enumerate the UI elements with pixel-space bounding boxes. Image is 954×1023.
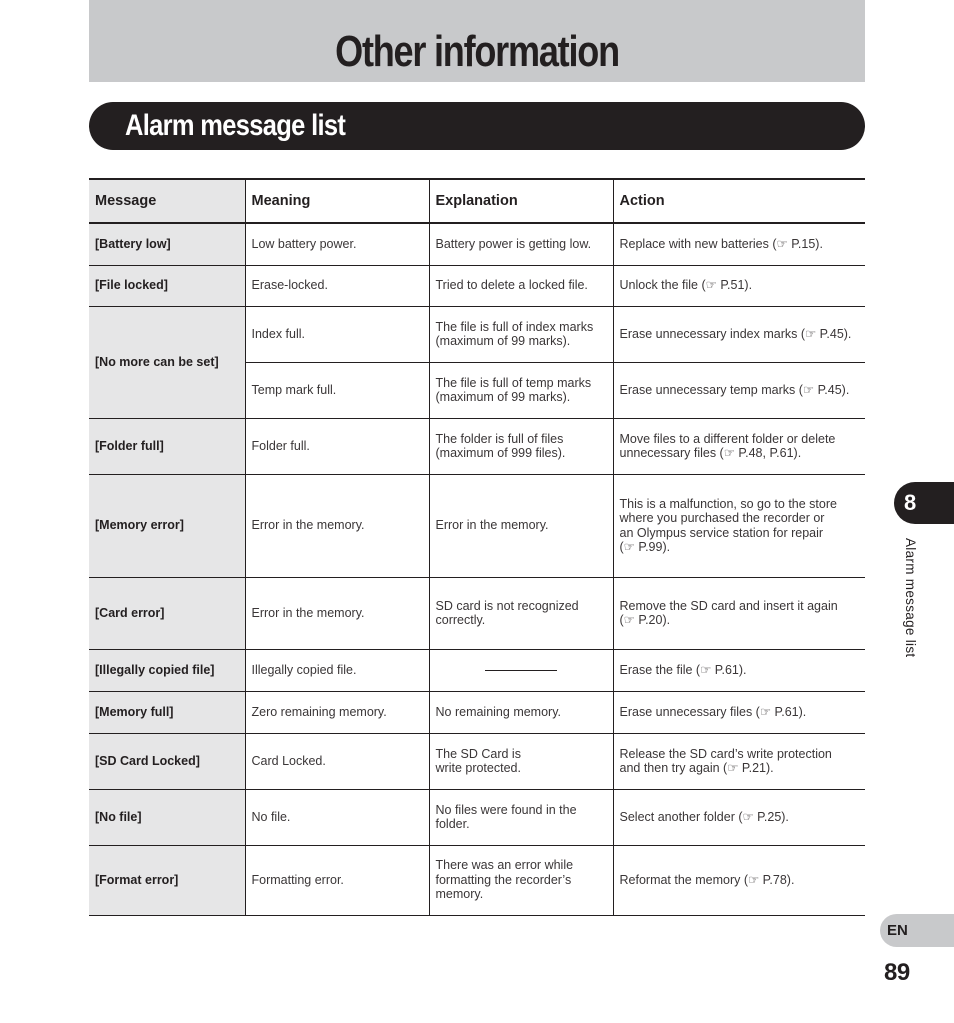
action-cell: Erase unnecessary files (☞ P.61). [613,691,865,733]
message-cell [89,649,245,691]
message-cell [89,691,245,733]
table-row [89,577,865,649]
message-cell [89,474,245,577]
language-tab [880,914,954,947]
action-cell: Move files to a different folder or delete unnecessary files (☞ P.48, P.61). [613,418,865,474]
table-row [89,265,865,306]
message-text: [Format error] [95,872,179,887]
table-row [89,649,865,691]
action-cell: Reformat the memory (☞ P.78). [613,845,865,915]
action-cell: Erase unnecessary temp marks (☞ P.45). [613,362,865,418]
message-cell [89,265,245,306]
explanation-cell: The file is full of temp marks (maximum of 99 marks). [429,362,613,418]
explanation-cell: The SD Card is write protected. [429,733,613,789]
message-text: [File locked] [95,278,168,293]
meaning-cell: Error in the memory. [245,474,429,577]
action-cell: This is a malfunction, so go to the store where you purchased the recorder or an Olympus service station for repair (☞ P.99). [613,474,865,577]
side-section-label: Alarm message list [903,538,918,658]
column-header-message: Message [89,179,245,223]
action-cell: Erase the file (☞ P.61). [613,649,865,691]
explanation-cell: Tried to delete a locked file. [429,265,613,306]
message-text: [SD Card Locked] [95,753,200,768]
table-row [89,418,865,474]
explanation-cell: The file is full of index marks (maximum of 99 marks). [429,306,613,362]
action-cell: Replace with new batteries (☞ P.15). [613,223,865,265]
explanation-cell: The folder is full of files (maximum of 999 files). [429,418,613,474]
column-header-explanation: Explanation [429,179,613,223]
table-row [89,223,865,265]
table-row [89,691,865,733]
explanation-cell: No remaining memory. [429,691,613,733]
section-header-bar [89,102,865,150]
message-cell [89,223,245,265]
message-text: [No more can be set] [95,354,219,369]
message-cell [89,733,245,789]
explanation-cell: Error in the memory. [429,474,613,577]
explanation-cell: Battery power is getting low. [429,223,613,265]
message-text: [No file] [95,809,142,824]
table-row [89,474,865,577]
meaning-cell: No file. [245,789,429,845]
section-title: Alarm message list [125,109,346,142]
message-cell [89,845,245,915]
page-header-bar [89,0,865,82]
action-cell: Unlock the file (☞ P.51). [613,265,865,306]
meaning-cell: Illegally copied file. [245,649,429,691]
meaning-cell: Card Locked. [245,733,429,789]
explanation-cell: No files were found in the folder. [429,789,613,845]
column-header-action: Action [613,179,865,223]
message-text: [Card error] [95,605,165,620]
chapter-number: 8 [904,490,917,515]
message-cell [89,306,245,418]
message-cell [89,789,245,845]
page-number: 89 [884,959,910,986]
explanation-cell [429,649,613,691]
chapter-tab [894,482,954,524]
meaning-cell: Temp mark full. [245,362,429,418]
meaning-cell: Folder full. [245,418,429,474]
meaning-cell: Formatting error. [245,845,429,915]
meaning-cell: Zero remaining memory. [245,691,429,733]
table-row [89,789,865,845]
message-text: [Illegally copied file] [95,662,215,677]
message-cell [89,418,245,474]
table-row [89,306,865,362]
action-cell: Select another folder (☞ P.25). [613,789,865,845]
column-header-meaning: Meaning [245,179,429,223]
message-text: [Memory error] [95,518,184,533]
message-text: [Battery low] [95,237,171,251]
page-title: Other information [335,27,619,76]
table-row [89,845,865,915]
explanation-cell: There was an error while formatting the recorder’s memory. [429,845,613,915]
table-header-row [89,179,865,223]
empty-dash [485,670,557,671]
table-row [89,733,865,789]
meaning-cell: Erase-locked. [245,265,429,306]
message-text: [Folder full] [95,438,164,453]
meaning-cell: Index full. [245,306,429,362]
message-text: [Memory full] [95,704,174,719]
meaning-cell: Low battery power. [245,223,429,265]
explanation-cell: SD card is not recognized correctly. [429,577,613,649]
action-cell: Release the SD card’s write protection and then try again (☞ P.21). [613,733,865,789]
message-cell [89,577,245,649]
alarm-message-table [89,178,865,916]
action-cell: Remove the SD card and insert it again (☞ P.20). [613,577,865,649]
language-label: EN [887,922,908,939]
action-cell: Erase unnecessary index marks (☞ P.45). [613,306,865,362]
meaning-cell: Error in the memory. [245,577,429,649]
